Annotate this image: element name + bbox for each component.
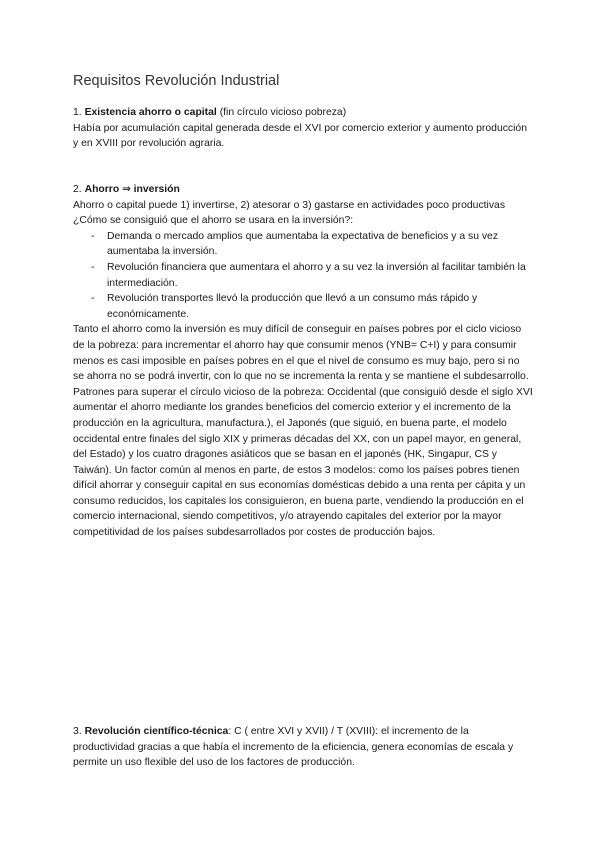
section-1-note: (fin círculo vicioso pobreza) xyxy=(219,107,347,118)
section-ahorro-inversion xyxy=(73,182,533,541)
section-1-body: Había por acumulación capital generada desde el XVI por comercio exterior y aumento producción y en XVIII por revolución agraria. xyxy=(73,122,527,150)
section-revolucion-cientifico-tecnica xyxy=(73,724,533,771)
document-title: Requisitos Revolución Industrial xyxy=(73,73,280,89)
section-3-paragraph xyxy=(73,724,533,771)
section-2-number: 2. xyxy=(73,184,82,195)
section-2-bullet-list xyxy=(73,229,533,323)
section-3-number: 3. xyxy=(73,726,82,737)
list-item: - Demanda o mercado amplios que aumentaba la expectativa de beneficios y a su vez aumentaba la inversión. xyxy=(73,229,533,260)
section-3-body: : C ( entre XVI y XVII) / T (XVIII): el incremento de la productividad gracias a que había el incremento de la eficiencia, genera economías de escala y permite un uso flexible del uso de los factores de producción. xyxy=(73,726,514,769)
section-2-intro: Ahorro o capital puede 1) invertirse, 2) atesorar o 3) gastarse en actividades poco productivas ¿Cómo se consiguió que el ahorro se usara en la inversión?: xyxy=(73,199,506,227)
section-1-heading xyxy=(73,105,533,121)
list-item: - Revolución financiera que aumentara el ahorro y a su vez la inversión al facilitar también la intermediación. xyxy=(73,260,533,291)
section-3-title: Revolución científico-técnica xyxy=(84,726,229,737)
section-2-heading xyxy=(73,182,533,198)
section-1-number: 1. xyxy=(73,107,82,118)
section-2-paragraph-ciclo-vicioso: Tanto el ahorro como la inversión es muy difícil de conseguir en países pobres por el ciclo vicioso de la pobreza: para incrementar el ahorro hay que consumir menos (YNB= C+I) y para consumir menos es casi imposible en países pobres en el que el nivel de consumo es muy bajo, pero si no se ahorra no se podrá invertir, con lo que no se incrementa la renta y se mantiene el subdesarrollo. xyxy=(73,324,529,383)
section-existencia-ahorro xyxy=(73,105,533,152)
section-1-title: Existencia ahorro o capital xyxy=(84,107,217,118)
list-item: - Revolución transportes llevó la producción que llevó a un consumo más rápido y económicamente. xyxy=(73,291,533,322)
section-2-paragraph-patrones: Patrones para superar el círculo vicioso de la pobreza: Occidental (que consiguió desde el siglo XVI aumentar el ahorro mediante los grandes beneficios del comercio exterior y el incremento de la producción en la agricultura, manufactura.), el Japonés (que siguió, en buena parte, el modelo occidental entre finales del siglo XIX y primeras décadas del XX, con un papel mayor, en general, del Estado) y los cuatro dragones asiáticos que se basan en el japonés (HK, Singapur, CS y Taiwán). Un factor común al menos en parte, de estos 3 modelos: como los países pobres tienen difícil ahorrar y conseguir capital en sus economías domésticas debido a una renta per cápita y un consumo reducidos, los capitales los consiguieron, en buena parte, vendiendo la producción en el comercio internacional, siendo competitivos, y/o atrayendo capitales del exterior por la mayor competitividad de los países subdesarrollados por costes de producción bajos. xyxy=(73,386,533,539)
section-2-title: Ahorro ⇒ inversión xyxy=(84,184,180,195)
